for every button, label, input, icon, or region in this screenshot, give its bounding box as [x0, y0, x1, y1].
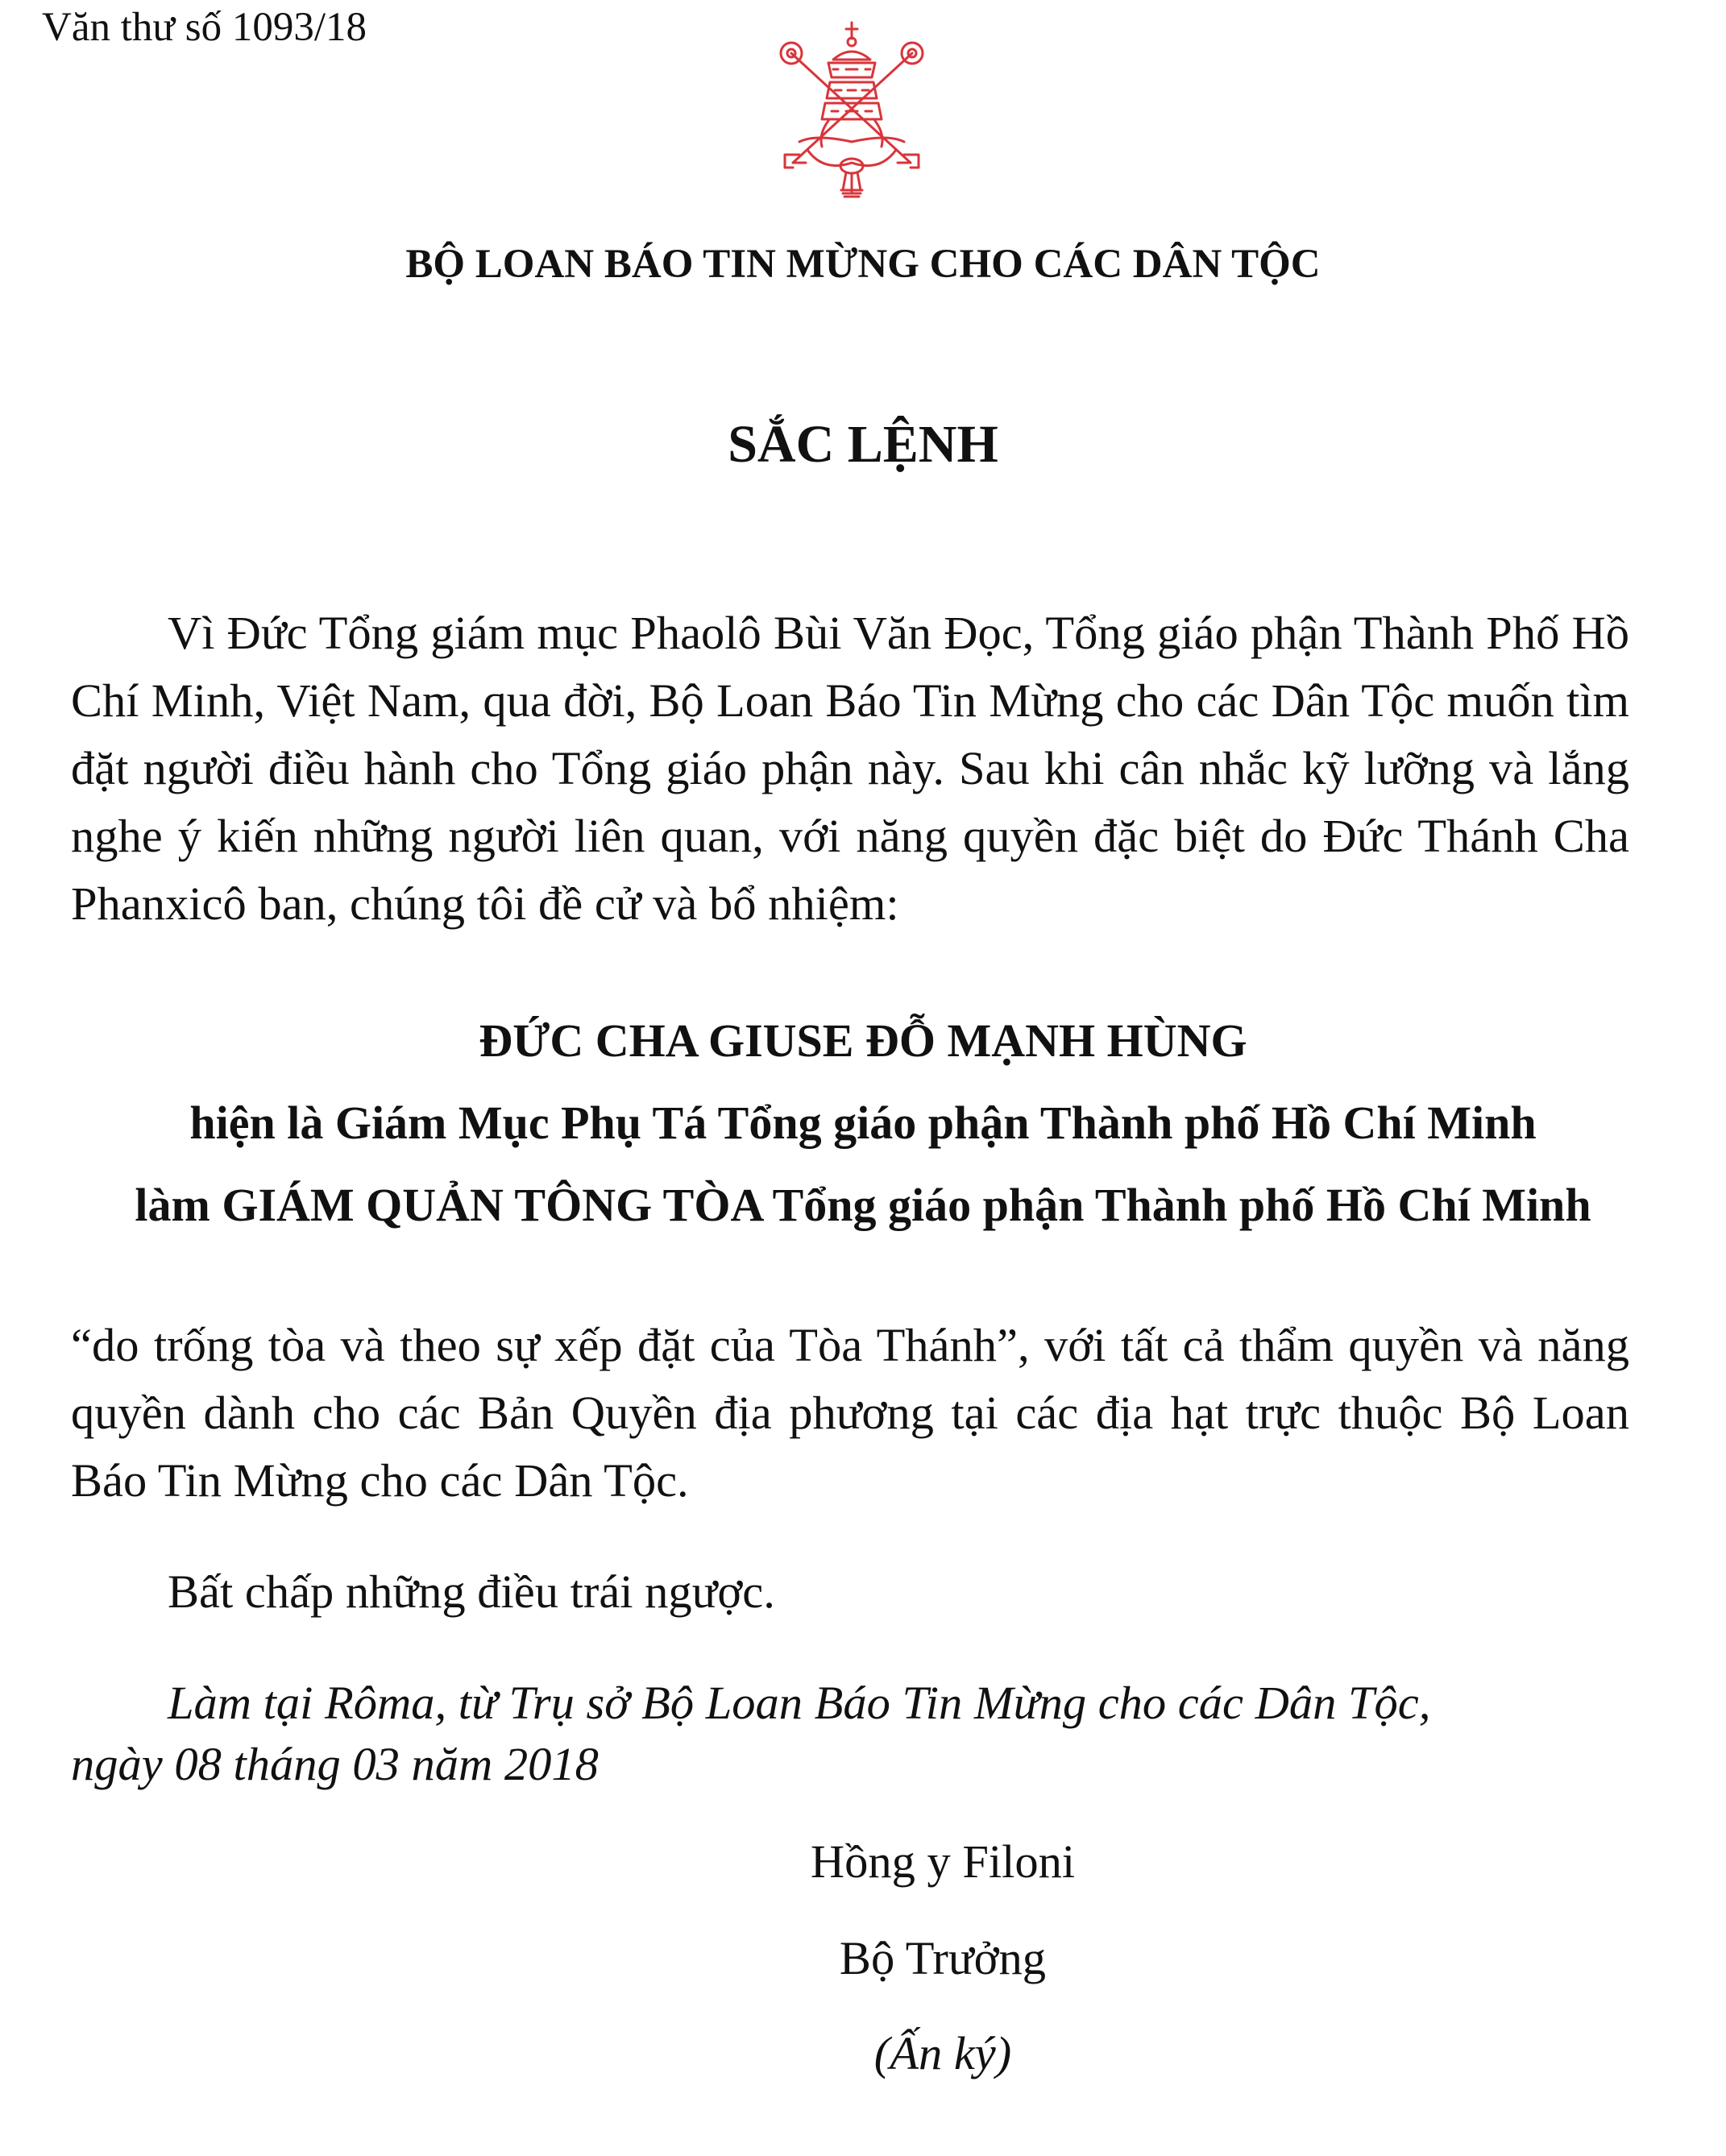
appointee-current-position: hiện là Giám Mục Phụ Tá Tổng giáo phận Thành phố Hồ Chí Minh: [189, 1097, 1537, 1149]
paragraph-notwithstanding: Bất chấp những điều trái ngược.: [168, 1565, 775, 1618]
signatory-name: Hồng y Filoni: [810, 1835, 1076, 1888]
reference-number: Văn thư số 1093/18: [42, 5, 367, 50]
decree-title: SẮC LỆNH: [728, 415, 998, 474]
papal-coat-of-arms-icon: [775, 21, 928, 200]
paragraph-preamble: Vì Đức Tổng giám mục Phaolô Bùi Văn Đọc, Tổng giáo phận Thành Phố Hồ Chí Minh, Việt Nam, qua đời, Bộ Loan Báo Tin Mừng cho các Dân Tộc muốn tìm đặt người điều hành cho Tổng giáo phận này. Sau khi cân nhắc kỹ lưỡng và lắng nghe ý kiến những người liên quan, với năng quyền đặc biệt do Đức Thánh Cha Phanxicô ban, chúng tôi đề cử và bổ nhiệm:: [71, 607, 1629, 930]
appointee-name: ĐỨC CHA GIUSE ĐỖ MẠNH HÙNG: [479, 1014, 1247, 1067]
place-line: Làm tại Rôma, từ Trụ sở Bộ Loan Báo Tin Mừng cho các Dân Tộc,: [168, 1677, 1431, 1729]
appointee-new-role: làm GIÁM QUẢN TÔNG TÒA Tổng giáo phận Thành phố Hồ Chí Minh: [135, 1179, 1591, 1231]
seal-note: (Ấn ký): [873, 2027, 1012, 2079]
date-line: ngày 08 tháng 03 năm 2018: [71, 1738, 599, 1790]
congregation-name: BỘ LOAN BÁO TIN MỪNG CHO CÁC DÂN TỘC: [405, 242, 1321, 287]
signatory-title: Bộ Trưởng: [839, 1932, 1047, 1984]
paragraph-authority: “do trống tòa và theo sự xếp đặt của Tòa Thánh”, với tất cả thẩm quyền và năng quyền dành cho các Bản Quyền địa phương tại các địa hạt trực thuộc Bộ Loan Báo Tin Mừng cho các Dân Tộc.: [71, 1319, 1629, 1507]
